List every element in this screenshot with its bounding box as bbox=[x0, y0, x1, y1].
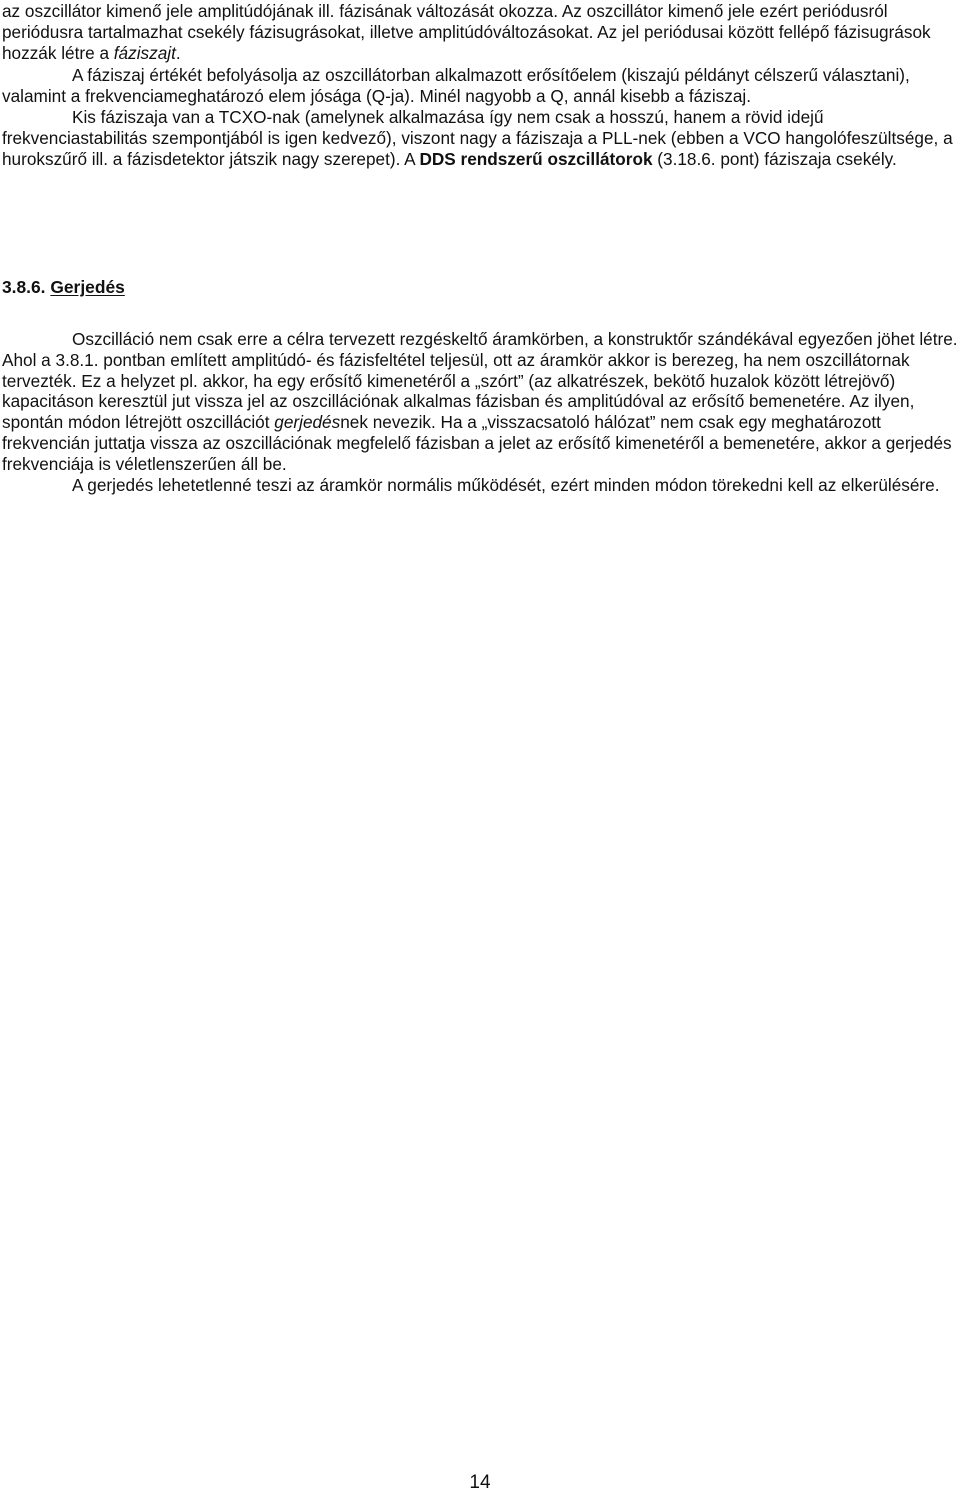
bold-term: DDS rendszerű oszcillátorok bbox=[419, 149, 653, 170]
paragraph-text: . bbox=[175, 43, 181, 64]
paragraph bbox=[2, 107, 954, 171]
paragraph bbox=[2, 1, 954, 65]
paragraph-text: az oszcillátor kimenő jele amplitúdójának ill. fázisának változását okozza. Az oszcillátor kimenő jele ezért periódusról periódusra tartalmazhat csekély fázisugrásokat, illetve amplitúdóváltozásokat. Az jel periódusai között fellépő fázisugrások hozzák létre a bbox=[2, 1, 931, 64]
paragraph-text: Kis fáziszaja van a TCXO-nak (amelynek alkalmazása így nem csak a hosszú, hanem a rövid idejű frekvenciastabilitás szempontjából is igen kedvező), viszont nagy a fáziszaja a PLL-nek (ebben a VCO hangolófeszültsége, a hurokszűrő ill. a fázisdetektor játszik nagy szerepet). A bbox=[2, 107, 953, 170]
section-self-oscillation bbox=[2, 329, 958, 495]
italic-term: gerjedés bbox=[274, 412, 341, 433]
paragraph-text: nek nevezik. Ha a „visszacsatoló hálózat” nem csak egy meghatározott frekvencián juttatja vissza az oszcillációnak megfelelő fázisban a jelet az erősítő kimenetéről a bemenetére, akkor a gerjedés frekvenciája is véletlenszerűen áll be. bbox=[2, 412, 952, 474]
page-number: 14 bbox=[469, 1472, 491, 1493]
paragraph: A gerjedés lehetetlenné teszi az áramkör normális működését, ezért minden módon törekedni kell az elkerülésére. bbox=[72, 474, 940, 495]
paragraph-text: Oszcilláció nem csak erre a célra tervezett rezgéskeltő áramkörben, a konstruktőr szándékával egyezően jöhet létre. Ahol a 3.8.1. pontban említett amplitúdó- és fázisfeltétel teljesül, ott az áramkör akkor is berezeg, ha nem oszcillátornak tervezték. Ez a helyzet pl. akkor, ha egy erősítő kimenetéről a „szórt” (az alkatrészek, bekötő huzalok között létrejövő) kapacitáson keresztül jut vissza jel az oszcillációnak alkalmas fázisban és amplitúdóval az erősítő bemenetére. Az ilyen, spontán módon létrejött oszcillációt bbox=[2, 329, 958, 433]
section-phase-noise bbox=[2, 1, 954, 171]
paragraph-text: (3.18.6. pont) fáziszaja csekély. bbox=[652, 149, 897, 170]
italic-term: fáziszajt bbox=[113, 43, 176, 64]
paragraph: A fáziszaj értékét befolyásolja az oszcillátorban alkalmazott erősítőelem (kiszajú példányt célszerű választani), valamint a frekvenciameghatározó elem jósága (Q-ja). Minél nagyobb a Q, annál kisebb a fáziszaj. bbox=[2, 64, 910, 106]
section-number: 3.8.6. bbox=[2, 277, 46, 297]
section-heading bbox=[2, 276, 125, 298]
section-title: Gerjedés bbox=[50, 277, 125, 297]
paragraph bbox=[2, 329, 958, 475]
